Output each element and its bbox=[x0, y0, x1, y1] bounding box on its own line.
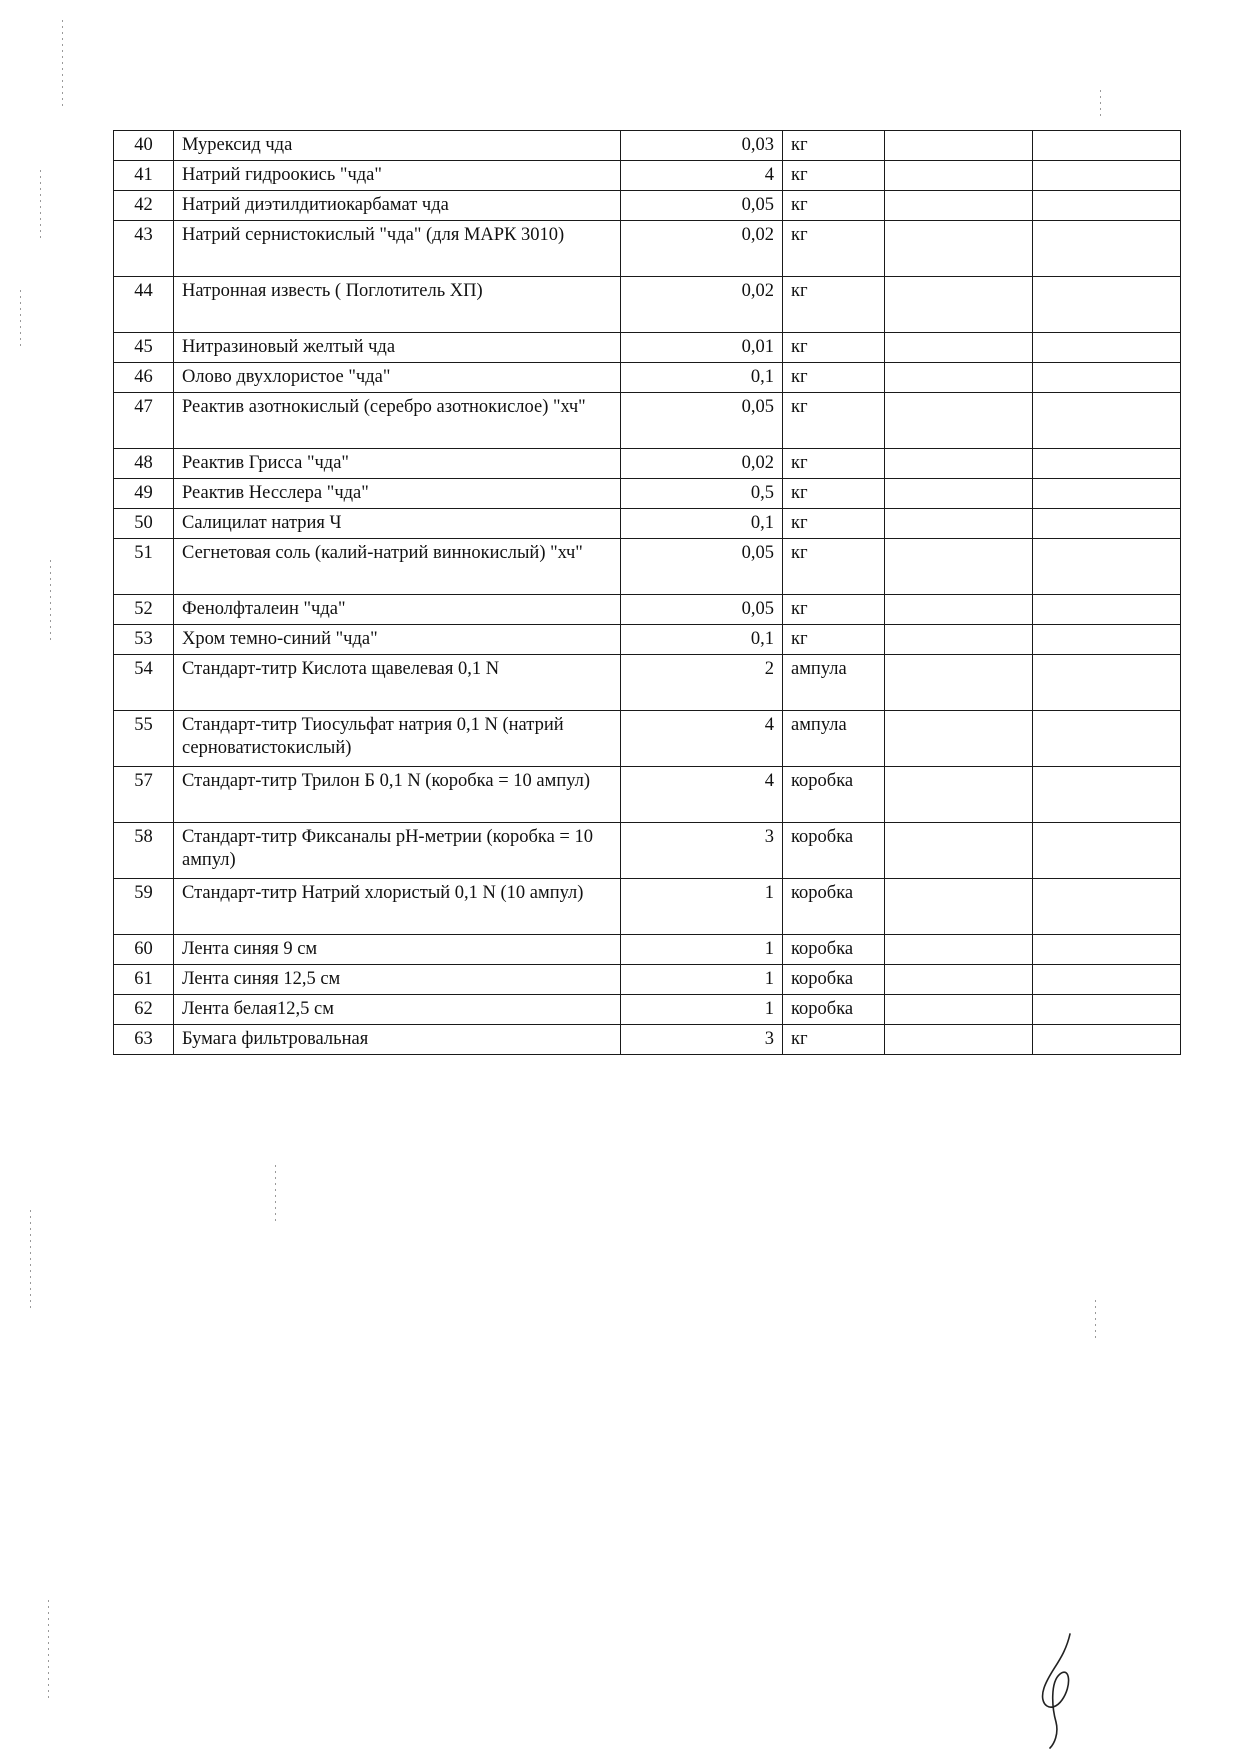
item-quantity: 0,01 bbox=[621, 333, 783, 363]
table-row bbox=[114, 995, 1181, 1025]
row-number: 43 bbox=[114, 221, 174, 277]
item-quantity: 0,05 bbox=[621, 539, 783, 595]
scan-noise bbox=[40, 170, 41, 240]
item-quantity: 1 bbox=[621, 935, 783, 965]
item-name: Лента синяя 12,5 см bbox=[174, 965, 621, 995]
row-number: 46 bbox=[114, 363, 174, 393]
row-number: 57 bbox=[114, 767, 174, 823]
item-quantity: 0,05 bbox=[621, 191, 783, 221]
item-name: Мурексид чда bbox=[174, 131, 621, 161]
empty-cell bbox=[1033, 131, 1181, 161]
empty-cell bbox=[1033, 393, 1181, 449]
item-quantity: 0,02 bbox=[621, 277, 783, 333]
empty-cell bbox=[885, 935, 1033, 965]
empty-cell bbox=[885, 823, 1033, 879]
table-row bbox=[114, 595, 1181, 625]
item-quantity: 0,03 bbox=[621, 131, 783, 161]
empty-cell bbox=[1033, 161, 1181, 191]
scan-noise bbox=[50, 560, 51, 640]
item-quantity: 1 bbox=[621, 879, 783, 935]
row-number: 63 bbox=[114, 1025, 174, 1055]
item-unit: коробка bbox=[783, 995, 885, 1025]
table-row bbox=[114, 131, 1181, 161]
table-row bbox=[114, 711, 1181, 767]
item-unit: коробка bbox=[783, 823, 885, 879]
empty-cell bbox=[1033, 277, 1181, 333]
item-unit: кг bbox=[783, 595, 885, 625]
row-number: 50 bbox=[114, 509, 174, 539]
item-name: Натронная известь ( Поглотитель ХП) bbox=[174, 277, 621, 333]
item-unit: кг bbox=[783, 131, 885, 161]
empty-cell bbox=[885, 131, 1033, 161]
item-quantity: 0,05 bbox=[621, 595, 783, 625]
table-row bbox=[114, 767, 1181, 823]
item-name: Хром темно-синий "чда" bbox=[174, 625, 621, 655]
table-row bbox=[114, 539, 1181, 595]
empty-cell bbox=[1033, 879, 1181, 935]
item-name: Стандарт-титр Трилон Б 0,1 N (коробка = 10 ампул) bbox=[174, 767, 621, 823]
scan-noise bbox=[1100, 90, 1101, 120]
item-quantity: 1 bbox=[621, 965, 783, 995]
row-number: 40 bbox=[114, 131, 174, 161]
item-quantity: 0,1 bbox=[621, 509, 783, 539]
empty-cell bbox=[1033, 363, 1181, 393]
row-number: 44 bbox=[114, 277, 174, 333]
empty-cell bbox=[1033, 449, 1181, 479]
item-quantity: 0,02 bbox=[621, 449, 783, 479]
empty-cell bbox=[1033, 655, 1181, 711]
empty-cell bbox=[885, 393, 1033, 449]
item-unit: кг bbox=[783, 161, 885, 191]
empty-cell bbox=[885, 767, 1033, 823]
item-quantity: 0,1 bbox=[621, 363, 783, 393]
signature-icon bbox=[1030, 1630, 1090, 1750]
scan-noise bbox=[30, 1210, 31, 1310]
table-row bbox=[114, 449, 1181, 479]
empty-cell bbox=[1033, 595, 1181, 625]
empty-cell bbox=[885, 879, 1033, 935]
empty-cell bbox=[885, 363, 1033, 393]
item-name: Реактив Грисса "чда" bbox=[174, 449, 621, 479]
row-number: 60 bbox=[114, 935, 174, 965]
row-number: 48 bbox=[114, 449, 174, 479]
item-unit: кг bbox=[783, 625, 885, 655]
empty-cell bbox=[1033, 965, 1181, 995]
scan-noise bbox=[275, 1165, 276, 1225]
item-unit: кг bbox=[783, 221, 885, 277]
table-row bbox=[114, 509, 1181, 539]
table-row bbox=[114, 1025, 1181, 1055]
item-name: Лента синяя 9 см bbox=[174, 935, 621, 965]
empty-cell bbox=[1033, 935, 1181, 965]
row-number: 52 bbox=[114, 595, 174, 625]
empty-cell bbox=[1033, 711, 1181, 767]
item-unit: кг bbox=[783, 191, 885, 221]
empty-cell bbox=[1033, 767, 1181, 823]
empty-cell bbox=[1033, 479, 1181, 509]
item-name: Реактив азотнокислый (серебро азотнокислое) "хч" bbox=[174, 393, 621, 449]
row-number: 51 bbox=[114, 539, 174, 595]
row-number: 62 bbox=[114, 995, 174, 1025]
empty-cell bbox=[1033, 1025, 1181, 1055]
item-quantity: 0,05 bbox=[621, 393, 783, 449]
item-name: Стандарт-титр Тиосульфат натрия 0,1 N (натрий серноватистокислый) bbox=[174, 711, 621, 767]
empty-cell bbox=[1033, 191, 1181, 221]
table-row bbox=[114, 161, 1181, 191]
item-name: Стандарт-титр Кислота щавелевая 0,1 N bbox=[174, 655, 621, 711]
empty-cell bbox=[885, 539, 1033, 595]
item-unit: кг bbox=[783, 277, 885, 333]
table-row bbox=[114, 935, 1181, 965]
table-row bbox=[114, 221, 1181, 277]
item-unit: кг bbox=[783, 539, 885, 595]
row-number: 59 bbox=[114, 879, 174, 935]
item-quantity: 0,5 bbox=[621, 479, 783, 509]
item-unit: кг bbox=[783, 393, 885, 449]
item-name: Олово двухлористое "чда" bbox=[174, 363, 621, 393]
empty-cell bbox=[885, 479, 1033, 509]
empty-cell bbox=[1033, 995, 1181, 1025]
reagents-table bbox=[113, 130, 1181, 1055]
table-row bbox=[114, 823, 1181, 879]
item-name: Стандарт-титр Натрий хлористый 0,1 N (10 ампул) bbox=[174, 879, 621, 935]
item-unit: коробка bbox=[783, 767, 885, 823]
item-name: Лента белая12,5 см bbox=[174, 995, 621, 1025]
item-name: Фенолфталеин "чда" bbox=[174, 595, 621, 625]
empty-cell bbox=[1033, 539, 1181, 595]
item-quantity: 1 bbox=[621, 995, 783, 1025]
empty-cell bbox=[885, 655, 1033, 711]
empty-cell bbox=[885, 625, 1033, 655]
row-number: 53 bbox=[114, 625, 174, 655]
table-row bbox=[114, 393, 1181, 449]
item-unit: коробка bbox=[783, 965, 885, 995]
item-name: Натрий гидроокись "чда" bbox=[174, 161, 621, 191]
item-name: Стандарт-титр Фиксаналы рН-метрии (коробка = 10 ампул) bbox=[174, 823, 621, 879]
item-quantity: 0,02 bbox=[621, 221, 783, 277]
empty-cell bbox=[885, 161, 1033, 191]
item-unit: кг bbox=[783, 509, 885, 539]
row-number: 41 bbox=[114, 161, 174, 191]
item-unit: ампула bbox=[783, 711, 885, 767]
row-number: 58 bbox=[114, 823, 174, 879]
scan-noise bbox=[1095, 1300, 1096, 1340]
empty-cell bbox=[885, 221, 1033, 277]
empty-cell bbox=[885, 191, 1033, 221]
empty-cell bbox=[885, 995, 1033, 1025]
item-name: Реактив Несслера "чда" bbox=[174, 479, 621, 509]
empty-cell bbox=[885, 711, 1033, 767]
table-row bbox=[114, 625, 1181, 655]
empty-cell bbox=[1033, 333, 1181, 363]
item-unit: кг bbox=[783, 449, 885, 479]
empty-cell bbox=[1033, 823, 1181, 879]
row-number: 55 bbox=[114, 711, 174, 767]
row-number: 45 bbox=[114, 333, 174, 363]
row-number: 42 bbox=[114, 191, 174, 221]
table-row bbox=[114, 191, 1181, 221]
table-row bbox=[114, 655, 1181, 711]
empty-cell bbox=[885, 449, 1033, 479]
empty-cell bbox=[885, 965, 1033, 995]
row-number: 54 bbox=[114, 655, 174, 711]
item-name: Нитразиновый желтый чда bbox=[174, 333, 621, 363]
item-name: Натрий диэтилдитиокарбамат чда bbox=[174, 191, 621, 221]
item-quantity: 0,1 bbox=[621, 625, 783, 655]
item-name: Бумага фильтровальная bbox=[174, 1025, 621, 1055]
table-row bbox=[114, 277, 1181, 333]
table-row bbox=[114, 879, 1181, 935]
item-unit: кг bbox=[783, 363, 885, 393]
empty-cell bbox=[885, 509, 1033, 539]
item-unit: кг bbox=[783, 1025, 885, 1055]
scan-noise bbox=[20, 290, 21, 350]
scan-noise bbox=[62, 20, 63, 110]
empty-cell bbox=[1033, 509, 1181, 539]
row-number: 49 bbox=[114, 479, 174, 509]
table-row bbox=[114, 965, 1181, 995]
item-unit: ампула bbox=[783, 655, 885, 711]
empty-cell bbox=[1033, 625, 1181, 655]
item-quantity: 3 bbox=[621, 1025, 783, 1055]
item-unit: кг bbox=[783, 479, 885, 509]
table-row bbox=[114, 333, 1181, 363]
item-unit: коробка bbox=[783, 879, 885, 935]
item-unit: коробка bbox=[783, 935, 885, 965]
item-name: Сегнетовая соль (калий-натрий виннокислый) "хч" bbox=[174, 539, 621, 595]
item-quantity: 3 bbox=[621, 823, 783, 879]
empty-cell bbox=[1033, 221, 1181, 277]
item-unit: кг bbox=[783, 333, 885, 363]
table-row bbox=[114, 363, 1181, 393]
scan-noise bbox=[48, 1600, 49, 1700]
reagents-table-body bbox=[114, 131, 1181, 1055]
row-number: 61 bbox=[114, 965, 174, 995]
item-quantity: 4 bbox=[621, 711, 783, 767]
item-name: Натрий сернистокислый "чда" (для МАРК 3010) bbox=[174, 221, 621, 277]
empty-cell bbox=[885, 595, 1033, 625]
empty-cell bbox=[885, 333, 1033, 363]
table-row bbox=[114, 479, 1181, 509]
item-quantity: 2 bbox=[621, 655, 783, 711]
row-number: 47 bbox=[114, 393, 174, 449]
item-quantity: 4 bbox=[621, 161, 783, 191]
item-quantity: 4 bbox=[621, 767, 783, 823]
empty-cell bbox=[885, 277, 1033, 333]
empty-cell bbox=[885, 1025, 1033, 1055]
item-name: Салицилат натрия Ч bbox=[174, 509, 621, 539]
